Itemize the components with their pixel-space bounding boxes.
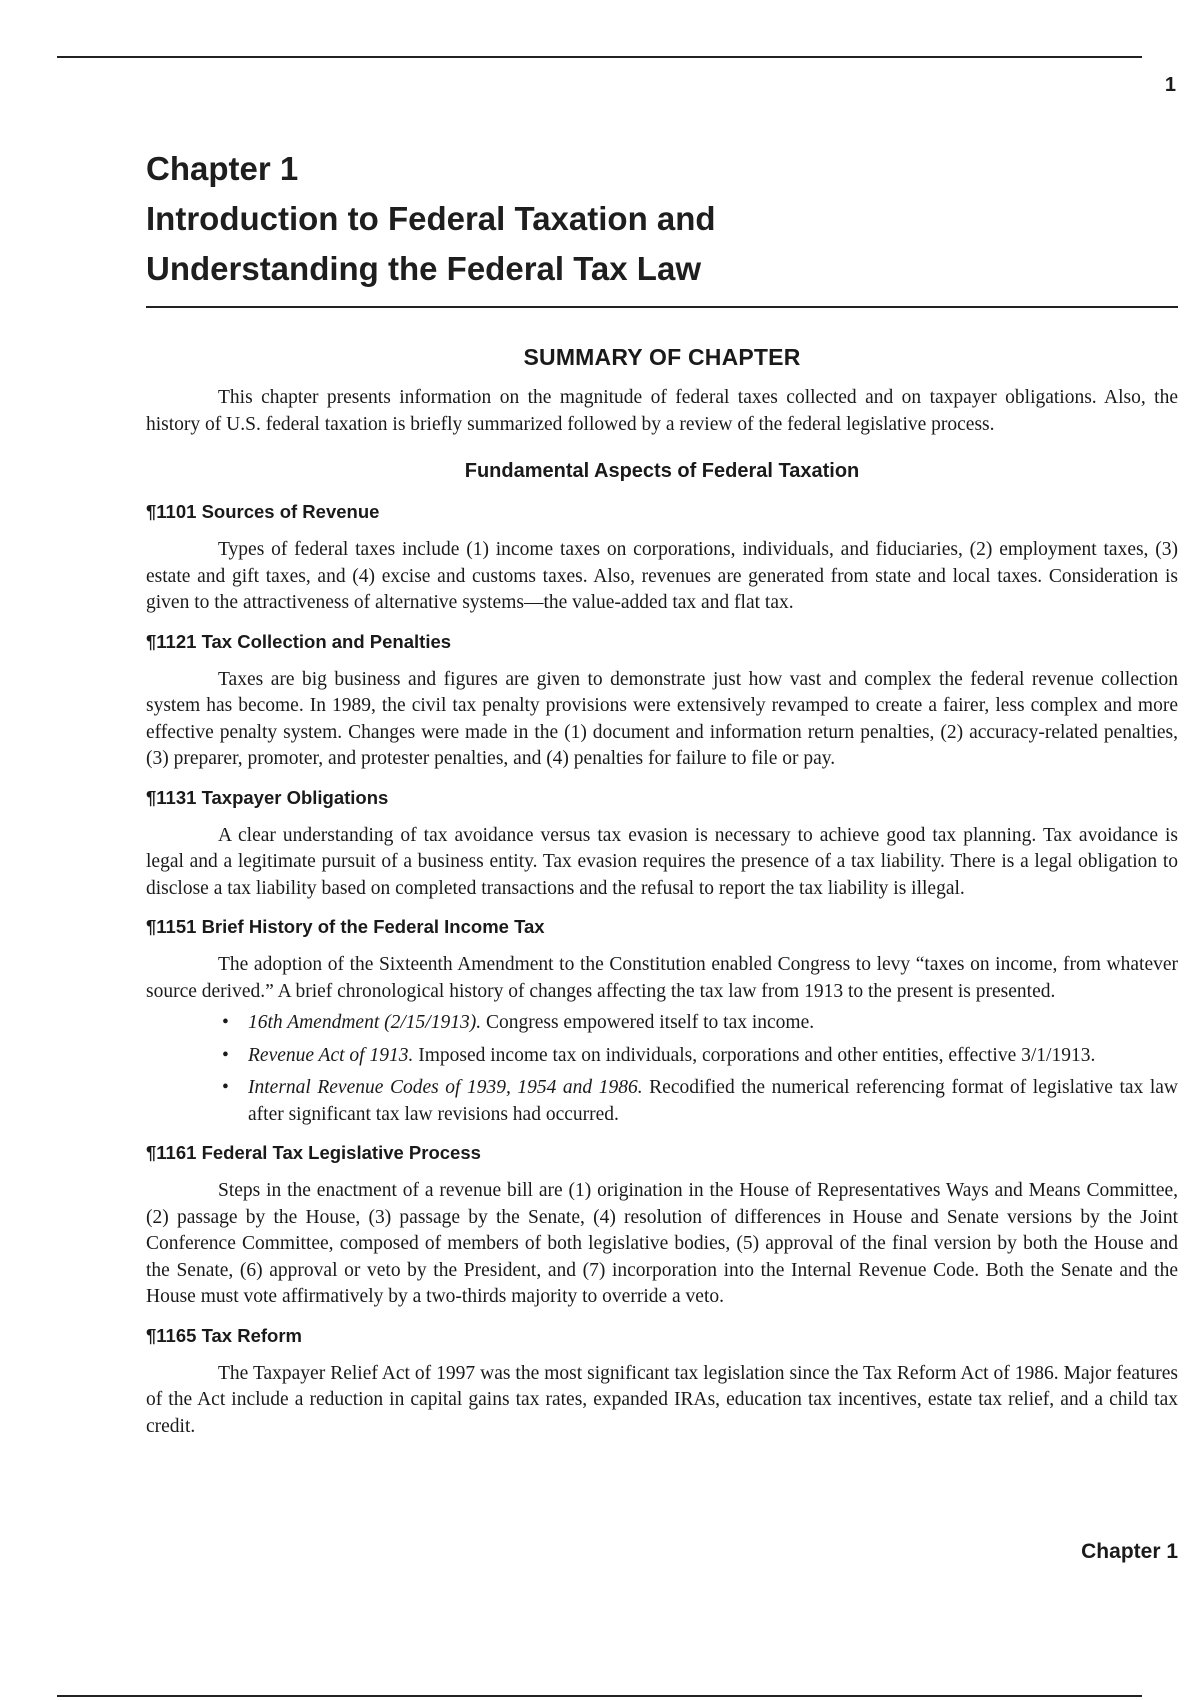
history-bullet — [248, 1075, 1178, 1128]
section-heading-1165: ¶1165 Tax Reform — [146, 1324, 302, 1346]
history-bullet-list — [146, 1010, 1178, 1128]
section-heading-1101: ¶1101 Sources of Revenue — [146, 501, 380, 522]
chapter-title-line-1: Introduction to Federal Taxation and — [146, 200, 716, 237]
bullet-citation: Revenue Act of 1913. — [248, 1044, 414, 1066]
chapter-title-line-2: Understanding the Federal Tax Law — [146, 250, 701, 287]
bullet-citation: Internal Revenue Codes of 1939, 1954 and 1986. — [248, 1077, 643, 1098]
page-content — [146, 144, 1178, 1440]
footer-chapter-label: Chapter 1 — [1081, 1540, 1178, 1563]
page-number: 1 — [1164, 74, 1176, 96]
bullet-text: Recodified the numerical referencing format of legislative tax law after significant tax law revisions had occurred. — [248, 1077, 1178, 1125]
chapter-title-rule — [146, 306, 1178, 308]
bullet-text: Congress empowered itself to tax income. — [481, 1012, 815, 1033]
bullet-text: Imposed income tax on individuals, corporations and other entities, effective 3/1/1913. — [413, 1044, 1096, 1066]
section-heading-1161: ¶1161 Federal Tax Legislative Process — [146, 1142, 481, 1163]
section-text-1131: A clear understanding of tax avoidance versus tax evasion is necessary to achieve good tax planning. Tax avoidance is legal and a legitimate pursuit of a business entity. Tax evasion requires the presence of a tax liability. There is a legal obligation to disclose a tax liability based on completed transactions and the refusal to report the tax liability is illegal. — [146, 824, 1178, 899]
bottom-rule — [57, 1695, 1142, 1697]
top-rule — [57, 56, 1142, 58]
section-heading-1151: ¶1151 Brief History of the Federal Income Tax — [146, 916, 545, 937]
chapter-number: Chapter 1 — [146, 150, 299, 187]
section-text-1165: The Taxpayer Relief Act of 1997 was the most significant tax legislation since the Tax Reform Act of 1986. Major features of the Act include a reduction in capital gains tax rates, expanded IRAs, education tax incentives, estate tax relief, and a child tax credit. — [146, 1362, 1178, 1437]
section-text-1151: The adoption of the Sixteenth Amendment to the Constitution enabled Congress to levy “taxes on income, from whatever source derived.” A brief chronological history of changes affecting the tax law from 1913 to the present is presented. — [146, 954, 1178, 1002]
summary-intro: This chapter presents information on the magnitude of federal taxes collected and on taxpayer obligations. Also, the history of U.S. federal taxation is briefly summarized followed by a review of the federal legislative process. — [146, 387, 1178, 435]
section-group-heading: Fundamental Aspects of Federal Taxation — [464, 460, 860, 482]
history-bullet — [248, 1043, 1178, 1070]
bullet-citation: 16th Amendment (2/15/1913). — [248, 1012, 482, 1033]
section-text-1101: Types of federal taxes include (1) income taxes on corporations, individuals, and fiduciaries, (2) employment taxes, (3) estate and gift taxes, and (4) excise and customs taxes. Also, revenues are generated from state and local taxes. Consideration is given to the attractiveness of alternative systems—the value-added tax and flat tax. — [146, 539, 1178, 613]
history-bullet — [248, 1010, 1178, 1037]
chapter-title — [146, 144, 1178, 294]
summary-title: SUMMARY OF CHAPTER — [523, 344, 801, 370]
section-heading-1121: ¶1121 Tax Collection and Penalties — [146, 630, 452, 652]
section-heading-1131: ¶1131 Taxpayer Obligations — [146, 786, 389, 808]
section-text-1161: Steps in the enactment of a revenue bill are (1) origination in the House of Representatives Ways and Means Committee, (2) passage by the House, (3) passage by the Senate, (4) resolution of differences in House and Senate versions by the Joint Conference Committee, composed of members of both legislative bodies, (5) approval of the final version by both the House and the Senate, (6) approval or veto by the President, and (7) incorporation into the Internal Revenue Code. Both the Senate and the House must vote affirmatively by a two-thirds majority to override a veto. — [146, 1180, 1178, 1307]
section-text-1121: Taxes are big business and figures are given to demonstrate just how vast and complex the federal revenue collection system has become. In 1989, the civil tax penalty provisions were extensively revamped to create a fairer, less complex and more effective penalty system. Changes were made in the (1) document and information return penalties, (2) accuracy-related penalties, (3) preparer, promoter, and protester penalties, and (4) penalties for failure to file or pay. — [146, 668, 1178, 769]
